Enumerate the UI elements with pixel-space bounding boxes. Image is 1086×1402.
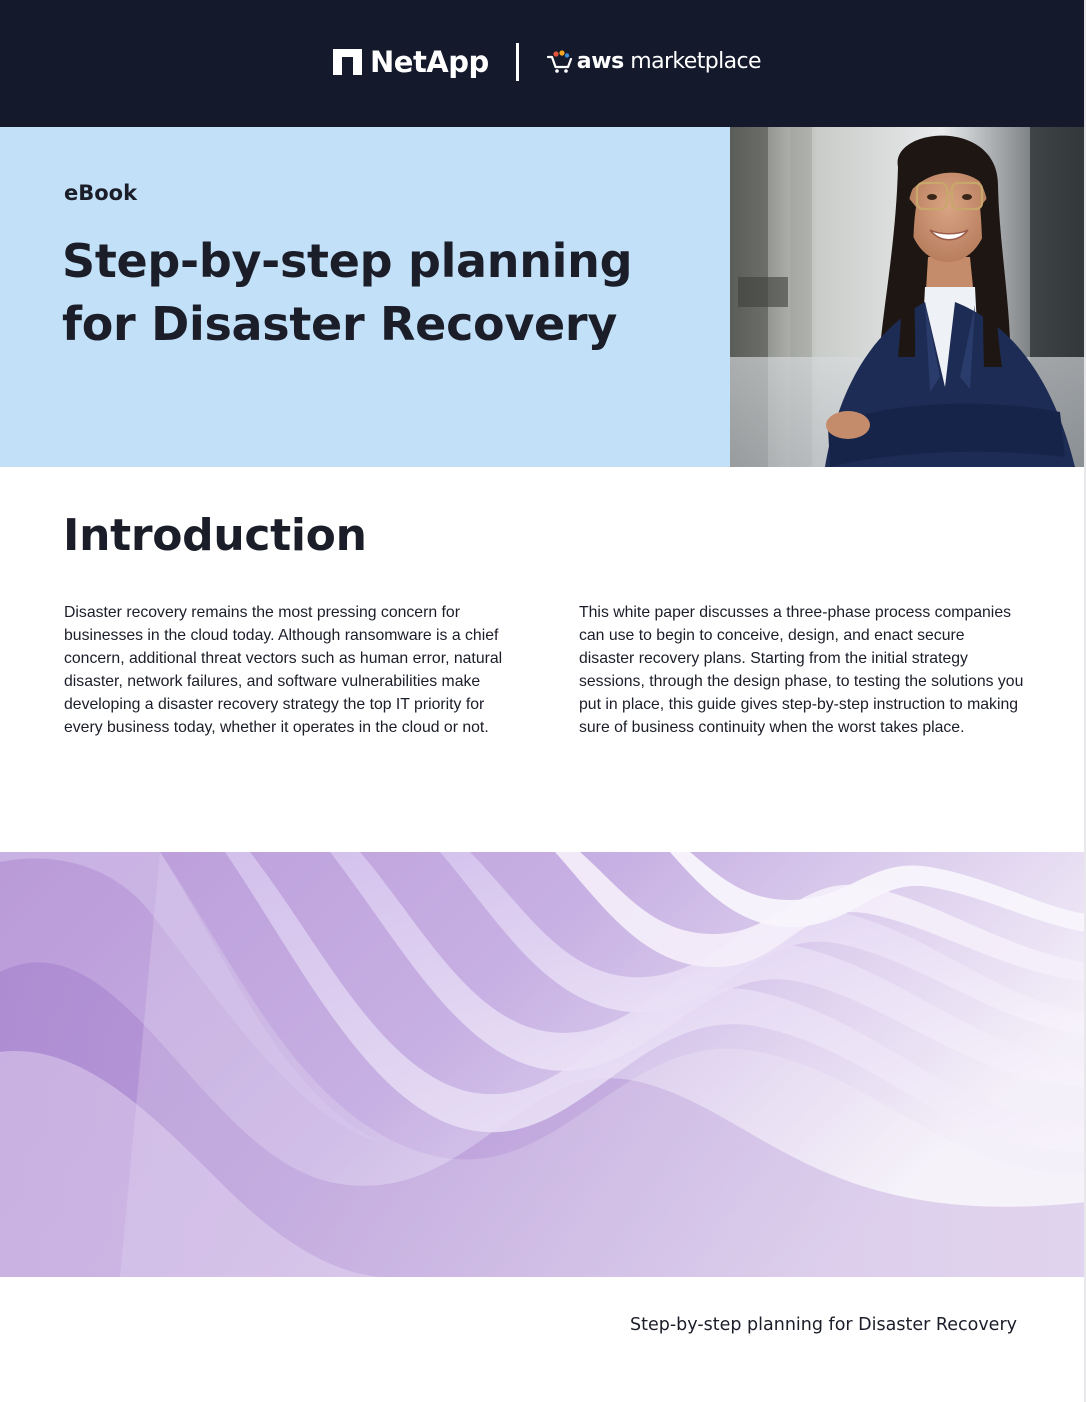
brand-logos [333,40,761,84]
shopping-cart-icon [547,50,573,74]
header-bar [0,0,1086,127]
introduction-heading: Introduction [63,510,367,561]
logo-divider [516,43,519,81]
abstract-purple-waves-image [0,852,1086,1277]
aws-marketplace-logo-text [577,51,761,73]
person-portrait-photo [730,127,1084,467]
netapp-logo-text: NetApp [370,44,489,79]
netapp-logo [333,44,489,79]
document-type-label: eBook [64,181,138,205]
running-footer-title: Step-by-step planning for Disaster Recovery [630,1315,1017,1335]
aws-logo-text-bold: aws [576,49,624,74]
aws-logo-text-rest: marketplace [630,49,761,74]
aws-marketplace-logo [547,50,761,74]
hero-banner [0,127,730,467]
netapp-mark-icon [333,49,362,75]
introduction-paragraph-right: This white paper discusses a three-phase process companies can use to begin to conceive, design, and enact secure disaster recovery plans. Starting from the initial strategy sessions, through the design phase, to testing the solutions you put in place, this guide gives step-by-step instruction to making sure of business continuity when the worst takes place. [579,604,1024,736]
introduction-paragraph-left: Disaster recovery remains the most pressing concern for businesses in the cloud today. Although ransomware is a chief concern, additional threat vectors such as human error, natural disaster, network failures, and software vulnerabilities make developing a disaster recovery strategy the top IT priority for every business today, whether it operates in the cloud or not. [64,604,503,736]
page-title: Step-by-step planning for Disaster Recovery [62,234,633,351]
